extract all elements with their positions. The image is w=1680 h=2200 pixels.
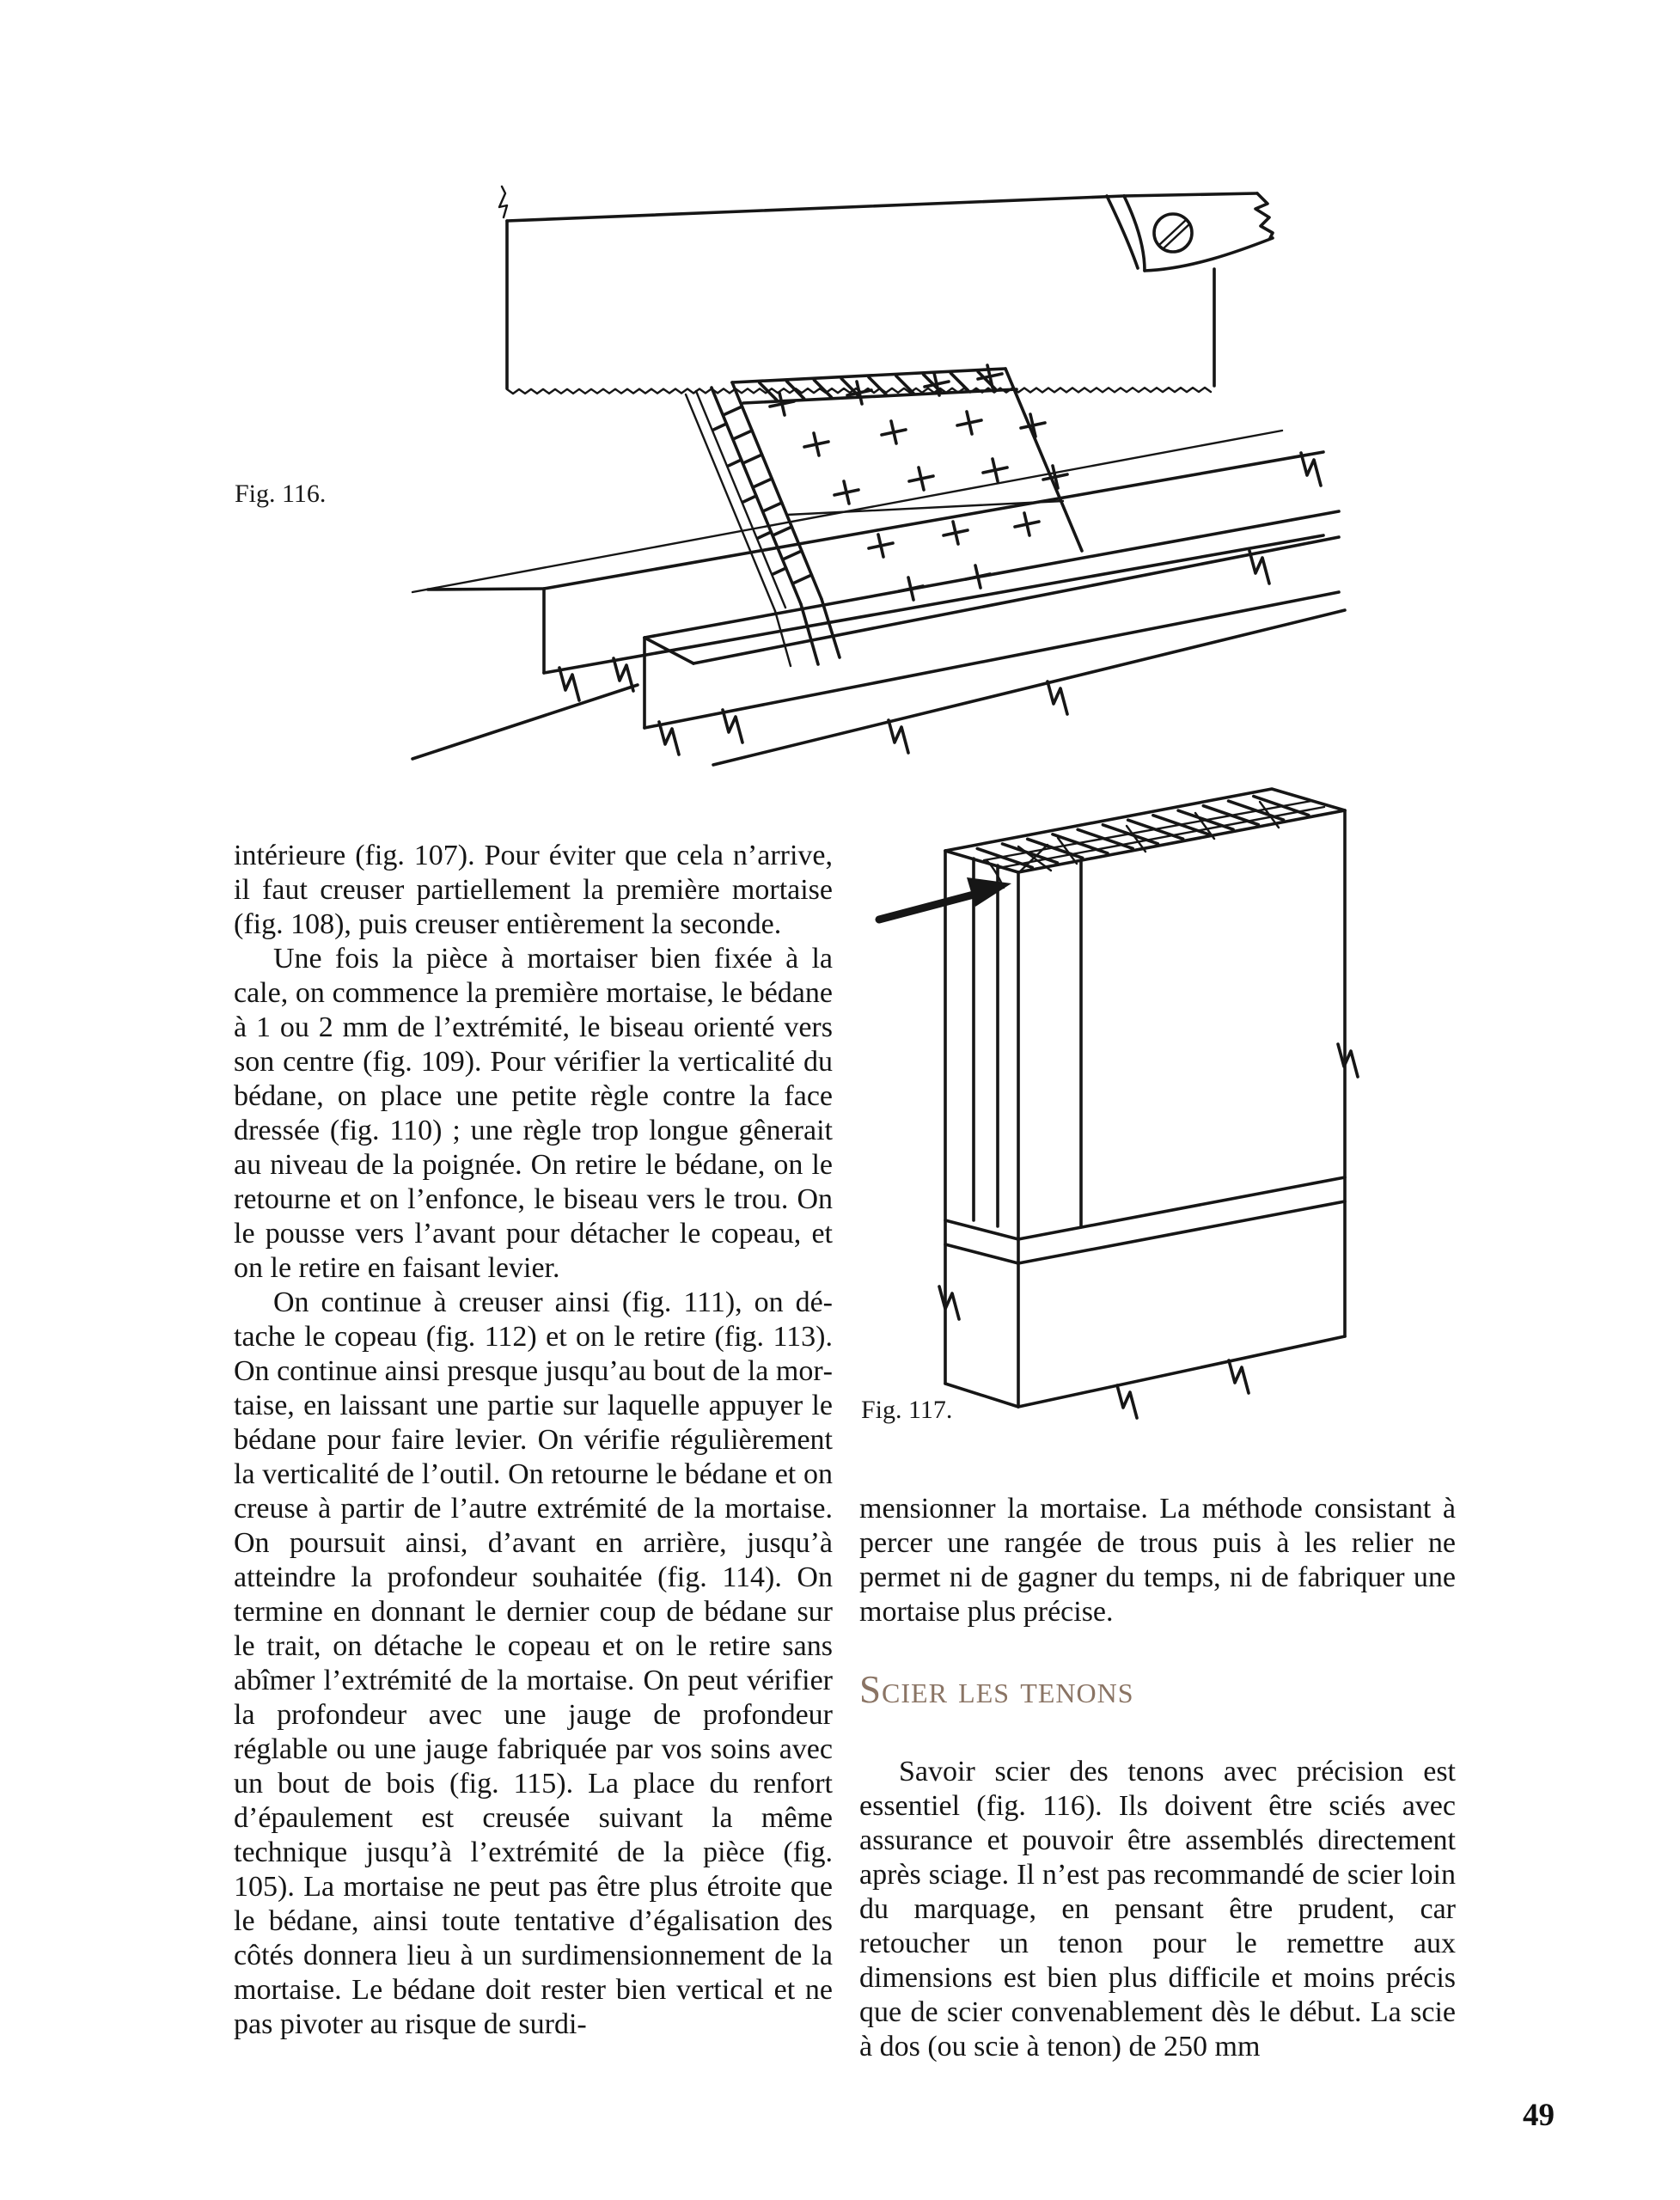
paragraph: intérieure (fig. 107). Pour éviter que cela n’arrive, il faut creuser partiellement la première mortaise (fig. 108), puis creuser entièrement la seconde. bbox=[234, 840, 833, 940]
handle-screw bbox=[1154, 214, 1192, 252]
paragraph: Savoir scier des tenons avec précision est essentiel (fig. 116). Ils doivent être sciés avec assurance et pouvoir être assemblés directement après sciage. Il n’est pas recommandé de scier loin du marquage, en pensant être prudent, car retoucher un tenon pour le remettre aux dimensions est bien plus difficile et moins précis que de scier convenablement dès le début. La scie à dos (ou scie à tenon) de 250 mm bbox=[859, 1756, 1456, 2062]
tenon-marking-lines bbox=[974, 801, 1324, 1227]
figure-117-illustration bbox=[864, 786, 1457, 1414]
break-marks bbox=[939, 1044, 1358, 1418]
paragraph: On continue à creuser ainsi (fig. 111), on détache le copeau (fig. 112) et on le retire (fig. 113). On continue ainsi presque jusqu’au bout de la mortaise, en laissant une partie sur laquelle appuyer le bédane pour faire levier. On vérifie régulièrement la verticalité de l’outil. On retourne le bédane et on creuse à partir de l’autre extrémité de la mortaise. On poursuit ainsi, d’avant en arrière, jusqu’à atteindre la profondeur souhaitée (fig. 114). On termine en donnant le dernier coup de bédane sur le trait, on détache le copeau et on le retire sans abîmer l’extrémité de la mortaise. On peut vérifier la profondeur avec une jauge de profondeur réglable ou une jauge fabriquée par vos soins avec un bout de bois (fig. 115). La place du renfort d’épaulement est creusée suivant la même technique jusqu’à l’extrémité de la pièce (fig. 105). La mortaise ne peut pas être plus étroite que le bédane, ainsi toute tentative d’égalisation des côtés donnera lieu à un surdimensionnement de la mortaise. Le bédane doit rester bien vertical et ne pas pivoter au risque de surdi- bbox=[234, 1286, 833, 2040]
fig-116-caption: Fig. 116. bbox=[235, 480, 327, 508]
saw-handle bbox=[1107, 193, 1273, 271]
post-outline bbox=[945, 789, 1345, 1407]
fig-117-caption: Fig. 117. bbox=[861, 1396, 953, 1424]
saw-blade bbox=[499, 186, 1214, 394]
section-heading: Scier les tenons bbox=[859, 1668, 1134, 1711]
vise-beams bbox=[412, 431, 1345, 765]
paragraph: Une fois la pièce à mortaiser bien fixée à la cale, on commence la première mortaise, le bédane à 1 ou 2 mm de l’extrémité, le biseau orienté vers son centre (fig. 109). Pour vérifier la verticalité du bédane, on place une petite règle contre la face dressée (fig. 110) ; une règle trop longue gênerait au niveau de la poignée. On retire le bédane, on le retourne et on l’enfonce, le biseau vers le trou. On le pousse vers l’avant pour détacher le copeau, et on le retire en faisant levier. bbox=[234, 943, 833, 1284]
left-text-column bbox=[234, 839, 833, 2042]
paragraph: mensionner la mortaise. La méthode consistant à percer une rangée de trous puis à les relier ne permet ni de gagner du temps, ni de fabriquer une mortaise plus précise. bbox=[859, 1493, 1456, 1628]
shoulder-lines bbox=[945, 1177, 1345, 1263]
page-number: 49 bbox=[1523, 2098, 1555, 2133]
right-text-column bbox=[859, 1492, 1456, 2064]
figure-116-illustration bbox=[412, 168, 1349, 773]
